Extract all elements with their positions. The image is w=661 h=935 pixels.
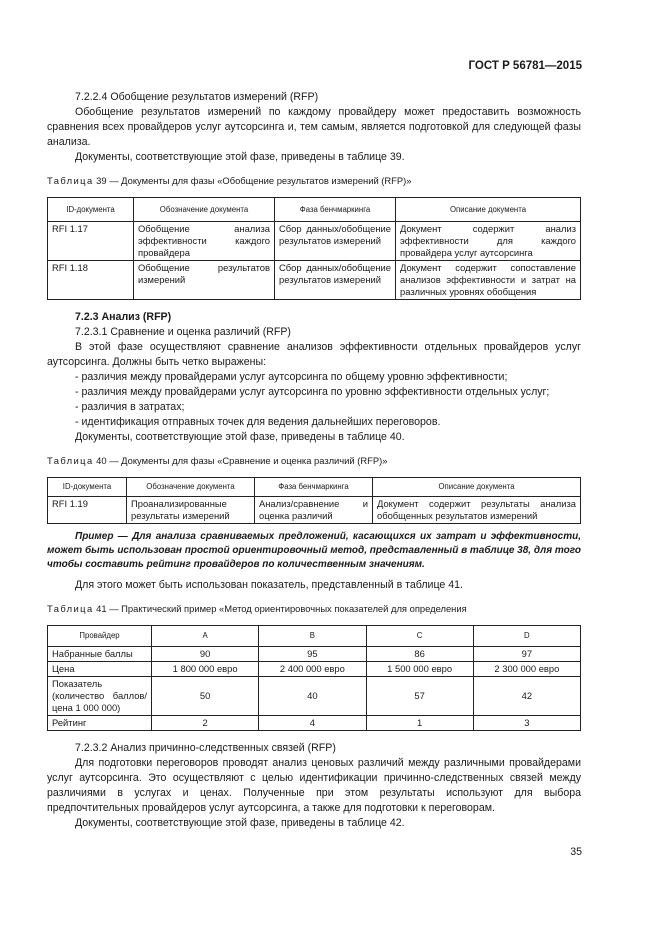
column-header: D (473, 626, 580, 647)
column-header: ID-документа (48, 478, 127, 497)
table-header-row (48, 198, 581, 222)
table-40 (47, 477, 581, 524)
paragraph: Документы, соответствующие этой фазе, приведены в таблице 42. (75, 817, 405, 829)
table-cell: 1 500 000 евро (366, 662, 473, 677)
table-cell: 57 (366, 677, 473, 716)
table-cell: 2 400 000 евро (259, 662, 366, 677)
table-caption: Таблица 39 — Документы для фазы «Обобщение результатов измерений (RFP)» (47, 175, 412, 186)
column-header: Провайдер (48, 626, 152, 647)
column-header: Фаза бенчмаркинга (275, 198, 396, 222)
table-row (48, 261, 581, 300)
list-item: - различия в затратах; (75, 401, 185, 413)
list-item: - различия между провайдерами услуг аутсорсинга по общему уровню эффективности; (75, 371, 508, 383)
table-cell: 95 (259, 647, 366, 662)
table-row (48, 662, 581, 677)
table-row (48, 647, 581, 662)
column-header: C (366, 626, 473, 647)
table-cell: Анализ/сравнение и оценка различий (255, 497, 373, 524)
table-cell: 50 (152, 677, 259, 716)
page-content (47, 90, 581, 831)
table-row (48, 716, 581, 731)
table-cell: 86 (366, 647, 473, 662)
column-header: Обозначение документа (134, 198, 275, 222)
paragraph: Для подготовки переговоров проводят анализ ценовых различий между различными провайдерами услуг аутсорсинга. Это осуществляют с целью идентификации причинно-следственных связей между различиями в услугах и ценах. Полученные при этом результаты используют для выбора предпочтительных провайдеров услуг аутсорсинга, а также для подготовки к переговорам. (47, 757, 581, 814)
column-header: B (259, 626, 366, 647)
table-caption: Таблица 40 — Документы для фазы «Сравнение и оценка различий (RFP)» (47, 455, 388, 466)
section-heading: 7.2.3 Анализ (RFP) (75, 311, 172, 323)
paragraph: Для этого может быть использован показатель, представленный в таблице 41. (75, 579, 463, 591)
table-cell: RFI 1.17 (48, 222, 134, 261)
list-item: - идентификация отправных точек для ведения дальнейших переговоров. (75, 416, 441, 428)
column-header: A (152, 626, 259, 647)
table-cell: Обобщение результатов измерений (134, 261, 275, 300)
table-cell: Обобщение анализа эффективности каждого провайдера (134, 222, 275, 261)
table-cell: 4 (259, 716, 366, 731)
table-cell: Сбор данных/обобщение результатов измерений (275, 261, 396, 300)
document-header: ГОСТ Р 56781—2015 (468, 60, 582, 72)
column-header: Фаза бенчмаркинга (255, 478, 373, 497)
table-row (48, 222, 581, 261)
subsection-heading: 7.2.3.2 Анализ причинно-следственных связей (RFP) (75, 742, 336, 754)
table-header-row (48, 626, 581, 647)
table-cell: 3 (473, 716, 580, 731)
section-heading: 7.2.2.4 Обобщение результатов измерений (RFP) (75, 91, 319, 103)
table-cell: 97 (473, 647, 580, 662)
table-cell: Документ содержит сопоставление анализов эффективности и затрат на различных уровнях обобщения (396, 261, 581, 300)
table-header-row (48, 478, 581, 497)
list-item: - различия между провайдерами услуг аутсорсинга по уровню эффективности отдельных услуг; (75, 386, 550, 398)
paragraph: В этой фазе осуществляют сравнение анализов эффективности отдельных провайдеров услуг аутсорсинга. Должны быть четко выражены: (47, 341, 581, 368)
table-cell: 1 800 000 евро (152, 662, 259, 677)
column-header: ID-документа (48, 198, 134, 222)
paragraph: Обобщение результатов измерений по каждому провайдеру может предоставить возможность сравнения всех провайдеров услуг аутсорсинга и, тем самым, является подготовкой для следующей фазы анализа. (47, 106, 581, 148)
table-caption: Таблица 41 — Практический пример «Метод ориентировочных показателей для определения (47, 603, 467, 614)
table-cell: 2 300 000 евро (473, 662, 580, 677)
example-note: Пример — Для анализа сравниваемых предложений, касающихся их затрат и эффективности, может быть использован простой ориентировочный метод, представленный в таблице 38, для того чтобы составить рейтинг провайдеров по количественным значениям. (47, 531, 581, 570)
table-cell: Набранные баллы (48, 647, 152, 662)
page-number: 35 (570, 846, 582, 858)
table-cell: Документ содержит результаты анализа обобщенных результатов измерений (373, 497, 581, 524)
subsection-heading: 7.2.3.1 Сравнение и оценка различий (RFP) (75, 326, 291, 338)
table-cell: Цена (48, 662, 152, 677)
paragraph: Документы, соответствующие этой фазе, приведены в таблице 40. (75, 431, 405, 443)
table-cell: Показатель (количество баллов/цена 1 000 000) (48, 677, 152, 716)
table-cell: Документ содержит анализ эффективности для каждого провайдера услуг аутсорсинга (396, 222, 581, 261)
table-cell: Проанализированные результаты измерений (127, 497, 255, 524)
column-header: Описание документа (373, 478, 581, 497)
table-cell: 42 (473, 677, 580, 716)
table-row (48, 677, 581, 716)
table-41 (47, 625, 581, 731)
table-cell: RFI 1.18 (48, 261, 134, 300)
table-cell: RFI 1.19 (48, 497, 127, 524)
table-cell: Сбор данных/обобщение результатов измерений (275, 222, 396, 261)
table-cell: 40 (259, 677, 366, 716)
table-cell: Рейтинг (48, 716, 152, 731)
table-39 (47, 197, 581, 300)
paragraph: Документы, соответствующие этой фазе, приведены в таблице 39. (75, 151, 405, 163)
table-cell: 90 (152, 647, 259, 662)
table-cell: 2 (152, 716, 259, 731)
table-cell: 1 (366, 716, 473, 731)
column-header: Обозначение документа (127, 478, 255, 497)
column-header: Описание документа (396, 198, 581, 222)
table-row (48, 497, 581, 524)
